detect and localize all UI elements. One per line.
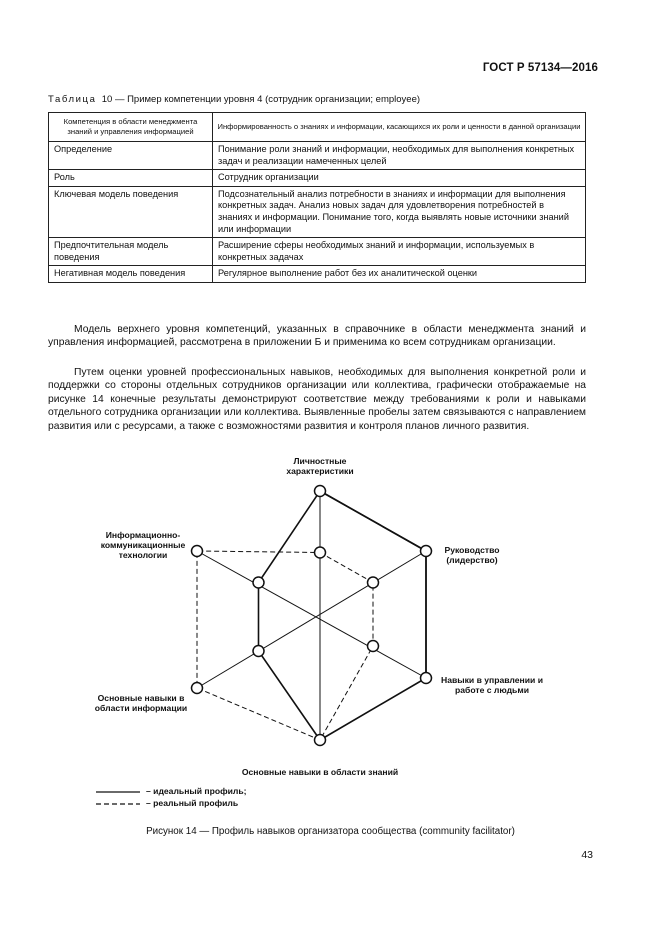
real-profile-line [197,551,373,740]
profile-node-top-right-outer [421,546,432,557]
profile-node-top-left-inner [253,577,264,588]
profile-node-top-outer [315,486,326,497]
table-cell-label: Ключевая модель поведения [49,186,213,237]
table-caption-prefix: Таблица [48,94,97,105]
profile-node-bottom-outer [315,735,326,746]
profile-node-bottom-right-inner [368,641,379,652]
figure-caption: Рисунок 14 — Профиль навыков организатора сообщества (community facilitator) [146,826,515,837]
page-number: 43 [581,849,593,861]
standard-number: ГОСТ Р 57134—2016 [482,62,598,74]
table-cell-label: Негативная модель поведения [49,266,213,283]
axis-label-top: Личностные характеристики [286,456,354,477]
axis-label-top-right: Руководство (лидерство) [444,545,500,566]
table-cell-label: Определение [49,142,213,170]
axis-label-bottom-right: Навыки в управлении и работе с людьми [441,675,543,696]
profile-nodes [192,486,432,746]
table-cell-text: Регулярное выполнение работ без их аналитической оценки [213,266,586,283]
table-cell-text: Понимание роли знаний и информации, необходимых для выполнения конкретных задач и реализации намеченных целей [213,142,586,170]
table-cell-label: Роль [49,170,213,187]
axis-label-bottom-left: Основные навыки в области информации [94,693,188,714]
axis-label-top-left: Информационно-коммуникационные технологии [100,530,186,561]
legend-real: – реальный профиль [146,798,239,808]
profile-node-top-left-outer [192,546,203,557]
legend-ideal: – идеальный профиль; [146,786,247,796]
profile-node-bottom-left-outer [192,683,203,694]
axis-label-bottom: Основные навыки в области знаний [241,767,399,777]
table-cell-text: Расширение сферы необходимых знаний и информации, используемых в конкретных задачах [213,238,586,266]
table-caption-text: 10 — Пример компетенции уровня 4 (сотрудник организации; employee) [101,94,421,105]
table-header-col1: Компетенция в области менеджмента знаний и управления информацией [49,113,213,142]
spoke-tr-bl [197,551,426,688]
ideal-profile-line [259,491,427,740]
ideal-profile-polygon [259,491,427,740]
table-header-col2: Информированность о знаниях и информации, касающихся их роли и ценности в данной организации [213,113,586,142]
profile-node-top-inner [315,547,326,558]
table-cell-text: Сотрудник организации [213,170,586,187]
real-profile-polygon [197,551,373,740]
paragraph-2-text: Путем оценки уровней профессиональных навыков, необходимых для выполнения конкретной роли и поддержки со стороны отдельных сотрудников организации или коллектива, графически отображаемые на рисунке 14 конечные результаты демонстрируют соответствие между требованиями к роли и навыками отдельного сотрудника организации или коллектива. Выявленные пробелы затем связываются с направлением развития или с ресурсами, а также с возможностями развития и контроля планов личного развития. [48,367,586,432]
paragraph-1-text: Модель верхнего уровня компетенций, указанных в справочнике в области менеджмента знаний и управления информацией, рассмотрена в приложении Б и применима ко всем сотрудникам организации. [48,324,586,349]
outer-edge-top-right [320,491,426,551]
spoke-tl-br [197,551,426,678]
profile-node-top-right-inner [368,577,379,588]
table-cell-text: Подсознательный анализ потребности в знаниях и информации для выполнения конкретных задач. Анализ новых задач для удовлетворения потребностей в знаниях и информации. Понимание того, когда выявлять новые источники знаний или информации [213,186,586,237]
profile-node-bottom-right-outer [421,673,432,684]
table-cell-label: Предпочтительная модель поведения [49,238,213,266]
profile-node-bottom-left-inner [253,646,264,657]
